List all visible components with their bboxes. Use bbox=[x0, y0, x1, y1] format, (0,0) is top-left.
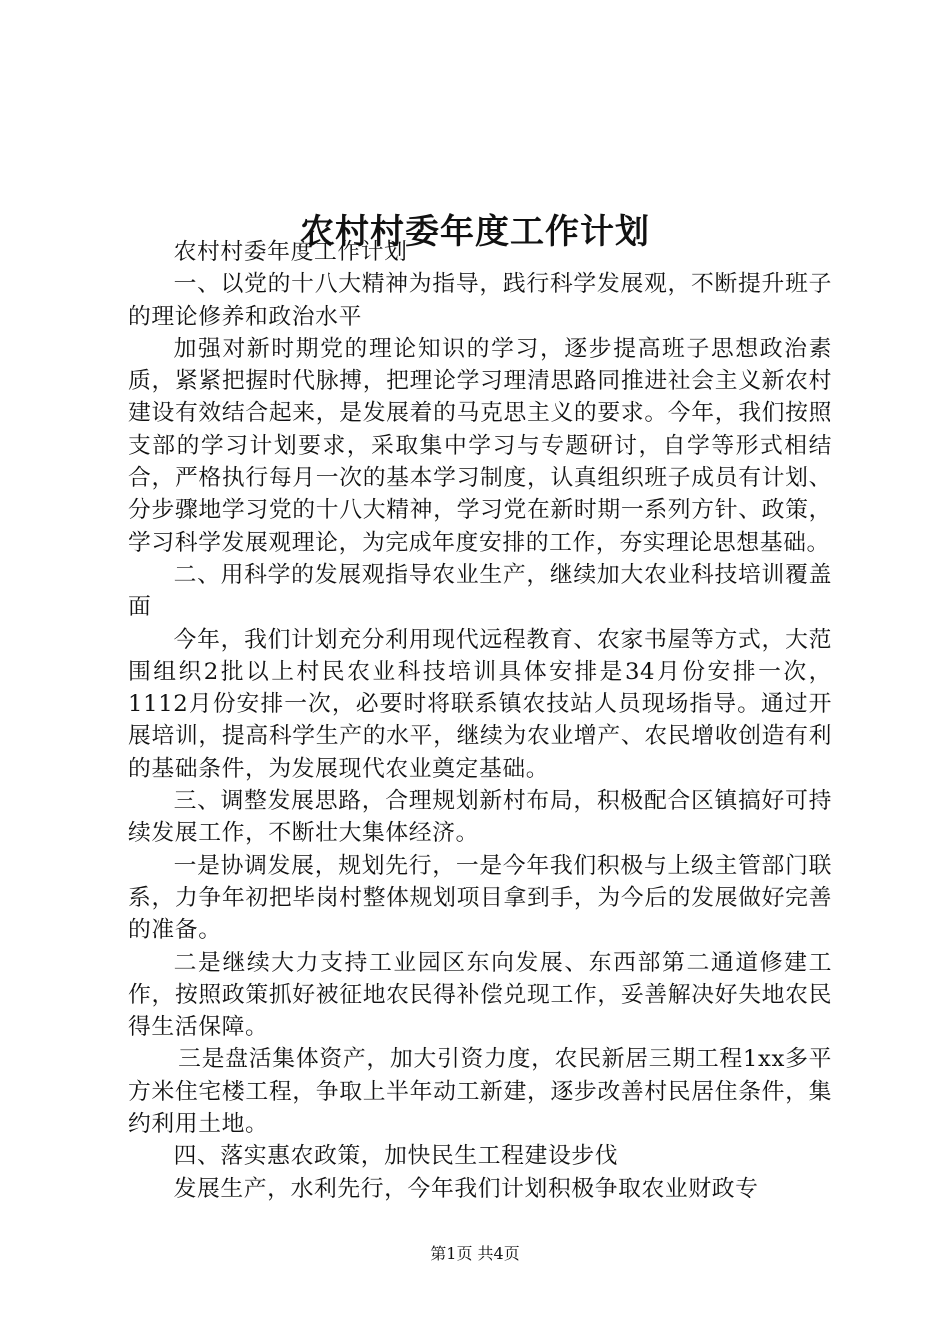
paragraph-subtitle: 农村村委年度工作计划 bbox=[173, 239, 408, 265]
document-body bbox=[128, 236, 832, 1205]
paragraph-section-1-body: 加强对新时期党的理论知识的学习，逐步提高班子思想政治素质，紧紧把握时代脉搏，把理论学习理清思路同推进社会主义新农村建设有效结合起来，是发展着的马克思主义的要求。今年，我们按照支部的学习计划要求，采取集中学习与专题研讨，自学等形式相结合，严格执行每月一次的基本学习制度，认真组织班子成员有计划、分步骤地学习党的十八大精神，学习党在新时期一系列方针、政策，学习科学发展观理论，为完成年度安排的工作，夯实理论思想基础。 bbox=[128, 335, 832, 556]
paragraph-item-2: 二是继续大力支持工业园区东向发展、东西部第二通道修建工作，按照政策抓好被征地农民得补偿兑现工作，妥善解决好失地农民得生活保障。 bbox=[128, 949, 832, 1041]
page-indicator: 第1页 共4页 bbox=[430, 1244, 520, 1263]
paragraph-item-1: 一是协调发展，规划先行，一是今年我们积极与上级主管部门联系，力争年初把毕岗村整体规划项目拿到手，为今后的发展做好完善的准备。 bbox=[128, 852, 832, 944]
paragraph-section-3-heading: 三、调整发展思路，合理规划新村布局，积极配合区镇搞好可持续发展工作，不断壮大集体经济。 bbox=[128, 788, 832, 847]
paragraph-section-2-heading: 二、用科学的发展观指导农业生产，继续加大农业科技培训覆盖面 bbox=[128, 561, 832, 621]
paragraph-item-3: 三是盘活集体资产，加大引资力度，农民新居三期工程1xx多平方米住宅楼工程，争取上半年动工新建，逐步改善村民居住条件，集约利用土地。 bbox=[128, 1046, 832, 1138]
paragraph-section-1-heading: 一、以党的十八大精神为指导，践行科学发展观，不断提升班子的理论修养和政治水平 bbox=[128, 271, 832, 330]
document-title: 农村村委年度工作计划 bbox=[300, 211, 650, 252]
paragraph-section-4-body: 发展生产，水利先行，今年我们计划积极争取农业财政专 bbox=[173, 1175, 759, 1202]
paragraph-section-4-heading: 四、落实惠农政策，加快民生工程建设步伐 bbox=[173, 1143, 619, 1170]
paragraph-section-2-body: 今年，我们计划充分利用现代远程教育、农家书屋等方式，大范围组织2批以上村民农业科技培训具体安排是34月份安排一次，1112月份安排一次，必要时将联系镇农技站人员现场指导。通过开展培训，提高科学生产的水平，继续为农业增产、农民增收创造有利的基础条件，为发展现代农业奠定基础。 bbox=[128, 626, 832, 782]
